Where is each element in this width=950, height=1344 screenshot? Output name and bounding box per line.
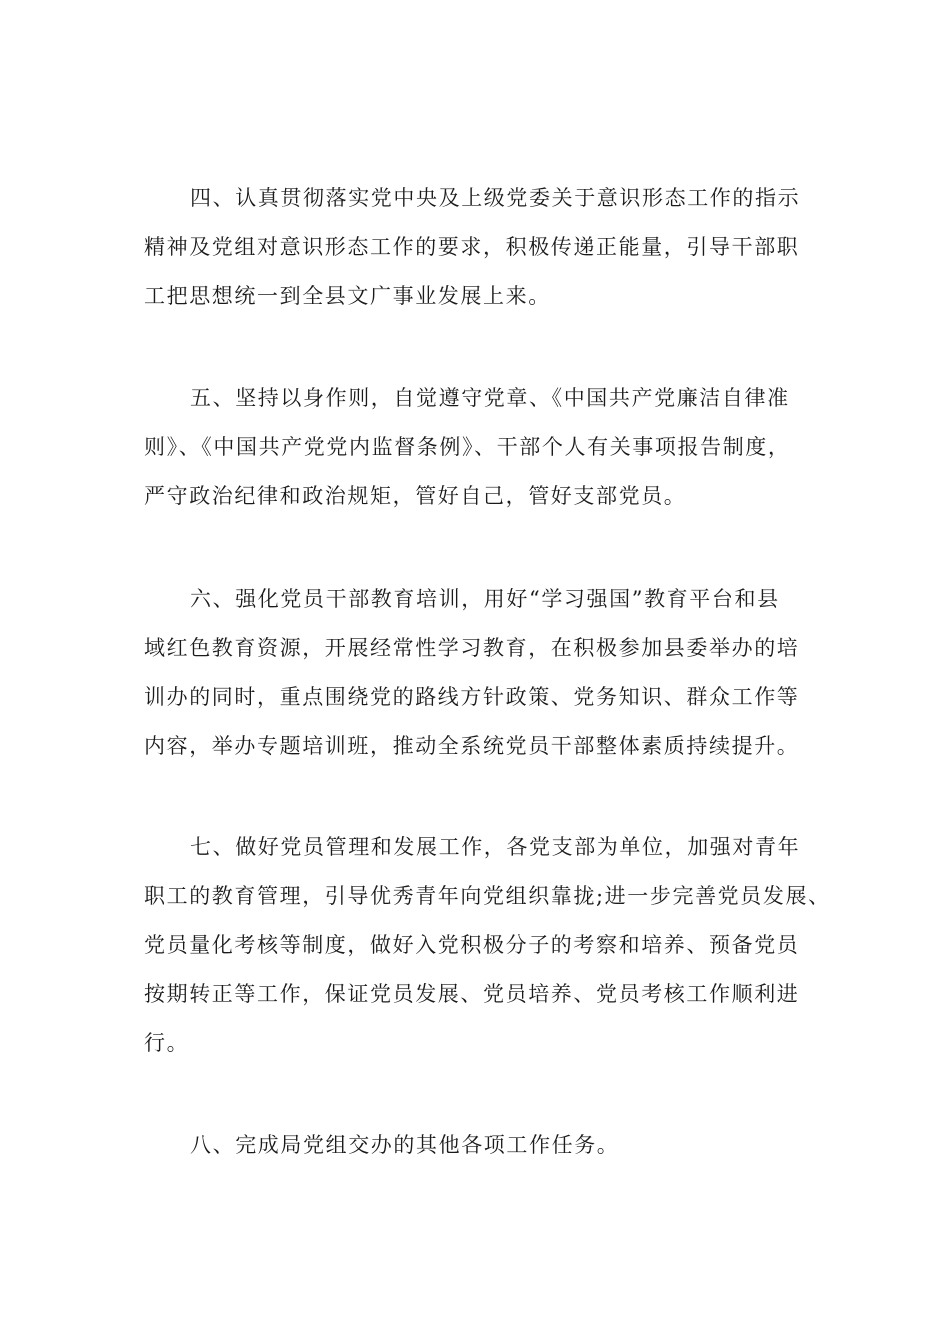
paragraph-line: 则》、《中国共产党党内监督条例》、干部个人有关事项报告制度， [144, 435, 791, 459]
paragraph-line: 六、强化党员干部教育培训，用好“学习强国”教育平台和县 [190, 587, 780, 611]
paragraph-line: 行。 [144, 1031, 190, 1055]
paragraph-line: 按期转正等工作，保证党员发展、党员培养、党员考核工作顺利进 [144, 982, 800, 1006]
paragraph-5 [144, 374, 824, 521]
paragraph-line: 内容，举办专题培训班，推动全系统党员干部整体素质持续提升。 [144, 734, 800, 758]
paragraph-line: 域红色教育资源，开展经常性学习教育，在积极参加县委举办的培 [144, 636, 800, 660]
paragraph-line: 严守政治纪律和政治规矩，管好自己，管好支部党员。 [144, 484, 687, 508]
paragraph-line: 五、坚持以身作则，自觉遵守党章、《中国共产党廉洁自律准 [190, 386, 790, 410]
paragraph-6 [144, 575, 824, 771]
paragraph-line: 职工的教育管理，引导优秀青年向党组织靠拢;进一步完善党员发展、 [144, 884, 831, 908]
paragraph-line: 党员量化考核等制度，做好入党积极分子的考察和培养、预备党员 [144, 933, 800, 957]
paragraph-line: 训办的同时，重点围绕党的路线方针政策、党务知识、群众工作等 [144, 685, 800, 709]
paragraph-line: 八、完成局党组交办的其他各项工作任务。 [190, 1133, 620, 1157]
paragraph-line: 精神及党组对意识形态工作的要求，积极传递正能量，引导干部职 [144, 235, 800, 259]
paragraph-4 [144, 174, 824, 321]
paragraph-line: 七、做好党员管理和发展工作，各党支部为单位，加强对青年 [190, 835, 801, 859]
paragraph-line: 四、认真贯彻落实党中央及上级党委关于意识形态工作的指示 [190, 186, 801, 210]
paragraph-line: 工把思想统一到全县文广事业发展上来。 [144, 284, 551, 308]
paragraph-8 [144, 1121, 824, 1170]
paragraph-7 [144, 823, 831, 1068]
